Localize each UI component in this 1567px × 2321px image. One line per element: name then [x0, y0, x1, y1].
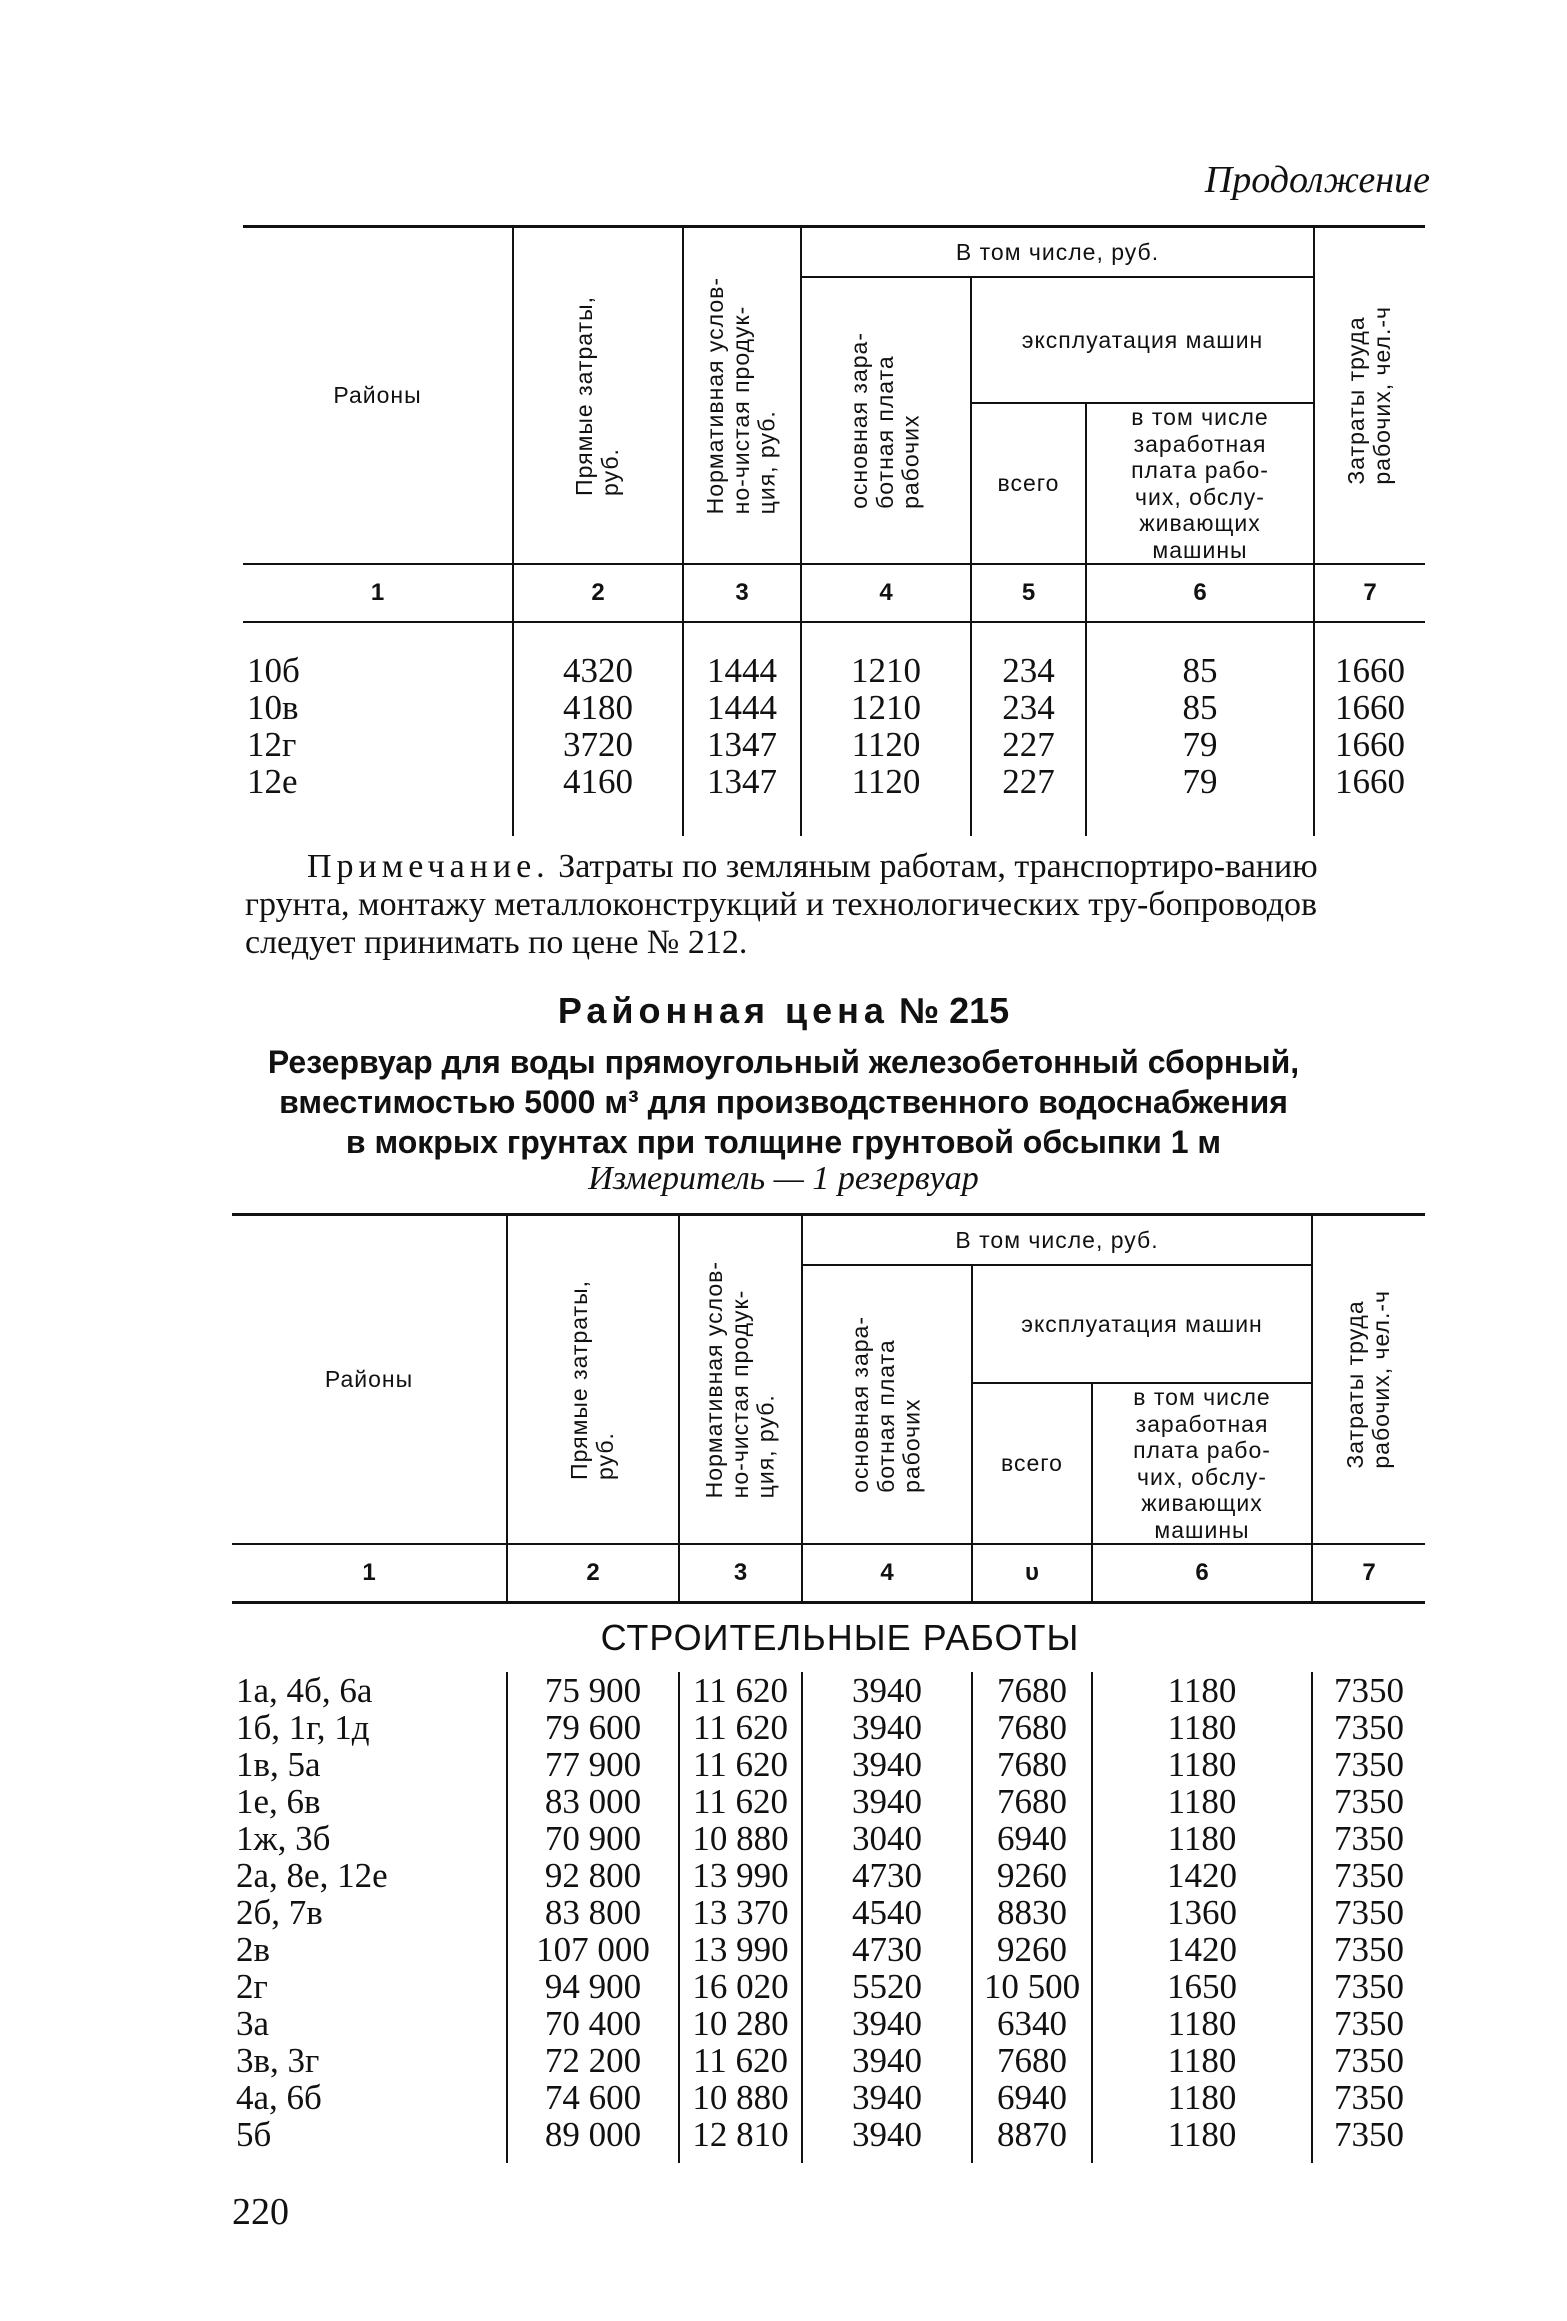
- region-cell: 12г: [247, 725, 297, 764]
- table-row: [232, 2005, 1425, 2042]
- value-cell: 10 280: [679, 2005, 802, 2042]
- value-cell: 7350: [1312, 1931, 1425, 1968]
- value-cell: 3940: [802, 1746, 972, 1783]
- note-label: Примечание.: [307, 848, 550, 885]
- value-cell: 10 880: [679, 1820, 802, 1857]
- value-cell: 92 800: [507, 1857, 679, 1894]
- value-cell: 3720: [513, 726, 683, 763]
- header-regions: Районы: [232, 1215, 507, 1545]
- region-cell: 10б: [247, 651, 300, 690]
- header-including: В том числе, руб.: [802, 1215, 1312, 1266]
- column-number: 3: [679, 1544, 802, 1603]
- value-cell: 1360: [1092, 1894, 1312, 1931]
- object-title-line: вместимостью 5000 м³ для производственного водоснабжения: [279, 1084, 1288, 1120]
- value-cell: 9260: [972, 1931, 1092, 1968]
- header-normative: Нормативная услов- но-чистая продук- ция, руб.: [679, 1215, 802, 1545]
- value-cell: 1180: [1092, 1709, 1312, 1746]
- value-cell: 89 000: [507, 2116, 679, 2163]
- value-cell: 4730: [802, 1857, 972, 1894]
- table-row: [232, 1968, 1425, 2005]
- column-number: υ: [972, 1544, 1092, 1603]
- value-cell: 1660: [1314, 726, 1425, 763]
- table-1-body: [243, 620, 1425, 836]
- note: [245, 848, 1425, 962]
- column-number: 4: [802, 1544, 972, 1603]
- value-cell: 3940: [802, 1783, 972, 1820]
- header-including: В том числе, руб.: [801, 227, 1314, 278]
- value-cell: 11 620: [679, 2042, 802, 2079]
- value-cell: 83 800: [507, 1894, 679, 1931]
- table-row: [232, 1820, 1425, 1857]
- value-cell: 7350: [1312, 1894, 1425, 1931]
- value-cell: 7350: [1312, 1746, 1425, 1783]
- value-cell: 1347: [683, 763, 801, 836]
- table-row: [243, 620, 1425, 689]
- value-cell: 3040: [802, 1820, 972, 1857]
- table-row: [232, 1931, 1425, 1968]
- value-cell: 1210: [801, 620, 971, 689]
- value-cell: 1660: [1314, 620, 1425, 689]
- table-row: [232, 1894, 1425, 1931]
- value-cell: 79: [1086, 763, 1314, 836]
- column-number: 5: [971, 564, 1086, 622]
- value-cell: 74 600: [507, 2079, 679, 2116]
- value-cell: 7680: [972, 1672, 1092, 1709]
- object-title: [0, 1042, 1567, 1162]
- value-cell: 7680: [972, 1746, 1092, 1783]
- value-cell: 7350: [1312, 1672, 1425, 1709]
- value-cell: 72 200: [507, 2042, 679, 2079]
- column-number: 6: [1092, 1544, 1312, 1603]
- object-title-line: в мокрых грунтах при толщине грунтовой обсыпки 1 м: [345, 1124, 1222, 1160]
- continuation-label: Продолжение: [1204, 159, 1430, 201]
- value-cell: 1660: [1314, 763, 1425, 836]
- value-cell: 1347: [683, 726, 801, 763]
- value-cell: 85: [1086, 689, 1314, 726]
- value-cell: 1180: [1092, 1783, 1312, 1820]
- table-2: [232, 1213, 1425, 1604]
- value-cell: 3940: [802, 1709, 972, 1746]
- value-cell: 12 810: [679, 2116, 802, 2163]
- table-row: [232, 1746, 1425, 1783]
- value-cell: 79 600: [507, 1709, 679, 1746]
- column-number: 1: [362, 1559, 376, 1586]
- value-cell: 13 990: [679, 1857, 802, 1894]
- value-cell: 3940: [802, 1672, 972, 1709]
- value-cell: 4320: [513, 620, 683, 689]
- value-cell: 6340: [972, 2005, 1092, 2042]
- region-cell: 3в, 3г: [236, 2041, 320, 2080]
- value-cell: 4160: [513, 763, 683, 836]
- value-cell: 7680: [972, 1783, 1092, 1820]
- value-cell: 4180: [513, 689, 683, 726]
- table-row: [243, 689, 1425, 726]
- value-cell: 7350: [1312, 2042, 1425, 2079]
- value-cell: 79: [1086, 726, 1314, 763]
- table-row: [243, 726, 1425, 763]
- table-row: [232, 2116, 1425, 2163]
- header-machine-ops: эксплуатация машин: [971, 277, 1314, 403]
- region-cell: 2б, 7в: [236, 1893, 323, 1932]
- header-labor: Затраты труда рабочих, чел.-ч: [1312, 1215, 1425, 1545]
- value-cell: 1180: [1092, 2005, 1312, 2042]
- column-number: 3: [683, 564, 801, 622]
- value-cell: 70 400: [507, 2005, 679, 2042]
- region-cell: 1ж, 3б: [236, 1819, 331, 1858]
- value-cell: 7350: [1312, 1968, 1425, 2005]
- value-cell: 77 900: [507, 1746, 679, 1783]
- region-cell: 1е, 6в: [236, 1782, 321, 1821]
- table-row: [232, 1709, 1425, 1746]
- value-cell: 1650: [1092, 1968, 1312, 2005]
- value-cell: 1180: [1092, 1820, 1312, 1857]
- value-cell: 6940: [972, 2079, 1092, 2116]
- value-cell: 3940: [802, 2042, 972, 2079]
- region-cell: 12е: [247, 762, 298, 801]
- region-cell: 2в: [236, 1930, 271, 1969]
- table-row: [232, 2042, 1425, 2079]
- value-cell: 1210: [801, 689, 971, 726]
- region-cell: 1в, 5а: [236, 1745, 321, 1784]
- price-number: № 215: [898, 990, 1010, 1031]
- price-title: [0, 990, 1567, 1032]
- value-cell: 3940: [802, 2116, 972, 2163]
- table-1: [243, 225, 1425, 623]
- column-number: 4: [801, 564, 971, 622]
- value-cell: 1180: [1092, 1746, 1312, 1783]
- value-cell: 234: [971, 689, 1086, 726]
- value-cell: 13 990: [679, 1931, 802, 1968]
- column-number: 6: [1086, 564, 1314, 622]
- value-cell: 1120: [801, 726, 971, 763]
- header-normative: Нормативная услов- но-чистая продук- ция, руб.: [683, 227, 801, 565]
- value-cell: 10 880: [679, 2079, 802, 2116]
- value-cell: 1180: [1092, 2042, 1312, 2079]
- page-number: 220: [232, 2191, 289, 2233]
- value-cell: 1444: [683, 620, 801, 689]
- header-machine-ops: эксплуатация машин: [972, 1265, 1312, 1383]
- column-number: 2: [513, 564, 683, 622]
- column-number-row: [232, 1544, 1425, 1603]
- value-cell: 1420: [1092, 1857, 1312, 1894]
- value-cell: 3940: [802, 2079, 972, 2116]
- region-cell: 4а, 6б: [236, 2078, 322, 2117]
- value-cell: 7680: [972, 1709, 1092, 1746]
- value-cell: 1120: [801, 763, 971, 836]
- table-row: [243, 763, 1425, 836]
- table-row: [232, 1783, 1425, 1820]
- note-text: Затраты по земляным работам, транспортиро-ванию грунта, монтажу металлоконструкций и технологических тру-бопроводов следует принимать по цене № 212.: [245, 848, 1318, 961]
- header-labor: Затраты труда рабочих, чел.-ч: [1314, 227, 1425, 565]
- value-cell: 1444: [683, 689, 801, 726]
- column-number: 7: [1314, 564, 1425, 622]
- value-cell: 8870: [972, 2116, 1092, 2163]
- value-cell: 5520: [802, 1968, 972, 2005]
- value-cell: 4540: [802, 1894, 972, 1931]
- header-base-wage: основная зара- ботная плата рабочих: [801, 277, 971, 564]
- value-cell: 11 620: [679, 1672, 802, 1709]
- header-total: всего: [971, 403, 1086, 564]
- table-2-body: [232, 1672, 1425, 2163]
- value-cell: 7350: [1312, 1857, 1425, 1894]
- value-cell: 9260: [972, 1857, 1092, 1894]
- value-cell: 1180: [1092, 1672, 1312, 1709]
- value-cell: 83 000: [507, 1783, 679, 1820]
- header-direct-costs: Прямые затраты, руб.: [507, 1215, 679, 1545]
- section-heading: СТРОИТЕЛЬНЫЕ РАБОТЫ: [600, 1617, 1080, 1658]
- value-cell: 1420: [1092, 1931, 1312, 1968]
- value-cell: 70 900: [507, 1820, 679, 1857]
- column-number-row: [243, 564, 1425, 622]
- value-cell: 1660: [1314, 689, 1425, 726]
- value-cell: 7350: [1312, 2005, 1425, 2042]
- region-cell: 5б: [236, 2115, 272, 2154]
- header-machine-wage: в том числе заработная плата рабо- чих, обслу- живающих машины: [1092, 1383, 1312, 1544]
- price-label: Районная цена: [557, 990, 889, 1031]
- value-cell: 3940: [802, 2005, 972, 2042]
- value-cell: 1180: [1092, 2079, 1312, 2116]
- header-regions: Районы: [243, 227, 513, 565]
- region-cell: 3а: [236, 2004, 270, 2043]
- column-number: 1: [370, 579, 385, 606]
- value-cell: 75 900: [507, 1672, 679, 1709]
- value-cell: 13 370: [679, 1894, 802, 1931]
- value-cell: 7350: [1312, 1820, 1425, 1857]
- value-cell: 227: [971, 763, 1086, 836]
- value-cell: 7350: [1312, 1709, 1425, 1746]
- header-machine-wage: в том числе заработная плата рабо- чих, обслу- живающих машины: [1086, 403, 1314, 564]
- value-cell: 16 020: [679, 1968, 802, 2005]
- header-total: всего: [972, 1383, 1092, 1544]
- header-base-wage: основная зара- ботная плата рабочих: [802, 1265, 972, 1544]
- value-cell: 94 900: [507, 1968, 679, 2005]
- value-cell: 4730: [802, 1931, 972, 1968]
- table-row: [232, 1672, 1425, 1709]
- value-cell: 234: [971, 620, 1086, 689]
- value-cell: 1180: [1092, 2116, 1312, 2163]
- value-cell: 11 620: [679, 1709, 802, 1746]
- table-row: [232, 1857, 1425, 1894]
- value-cell: 7680: [972, 2042, 1092, 2079]
- value-cell: 7350: [1312, 1783, 1425, 1820]
- region-cell: 2г: [236, 1967, 268, 2006]
- column-number: 2: [507, 1544, 679, 1603]
- value-cell: 7350: [1312, 2079, 1425, 2116]
- value-cell: 7350: [1312, 2116, 1425, 2163]
- region-cell: 10в: [247, 688, 299, 727]
- table-row: [232, 2079, 1425, 2116]
- value-cell: 227: [971, 726, 1086, 763]
- object-title-line: Резервуар для воды прямоугольный железобетонный сборный,: [267, 1044, 1300, 1080]
- value-cell: 10 500: [972, 1968, 1092, 2005]
- value-cell: 6940: [972, 1820, 1092, 1857]
- region-cell: 1а, 4б, 6а: [236, 1671, 373, 1710]
- value-cell: 85: [1086, 620, 1314, 689]
- value-cell: 107 000: [507, 1931, 679, 1968]
- column-number: 7: [1312, 1544, 1425, 1603]
- value-cell: 11 620: [679, 1783, 802, 1820]
- region-cell: 2а, 8е, 12е: [236, 1856, 388, 1895]
- value-cell: 8830: [972, 1894, 1092, 1931]
- header-direct-costs: Прямые затраты, руб.: [513, 227, 683, 565]
- value-cell: 11 620: [679, 1746, 802, 1783]
- region-cell: 1б, 1г, 1д: [236, 1708, 370, 1747]
- measure-unit: Измеритель — 1 резервуар: [588, 1160, 979, 1197]
